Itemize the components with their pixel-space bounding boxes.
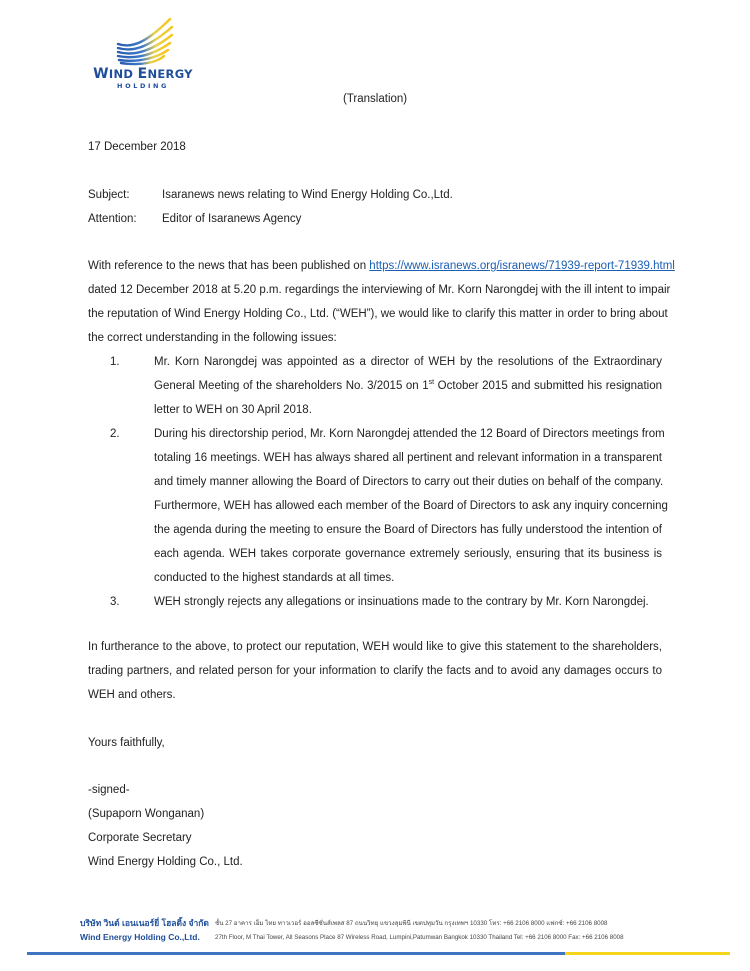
footer-divider bbox=[27, 952, 730, 955]
logo-text-ind: IND bbox=[108, 67, 138, 81]
item-1-line-2 bbox=[154, 374, 662, 398]
footer-divider-blue bbox=[27, 952, 565, 955]
item-1-line-3: letter to WEH on 30 April 2018. bbox=[154, 404, 312, 416]
intro-paragraph bbox=[88, 254, 675, 350]
item-2-line-6: each agenda. WEH takes corporate governance extremely seriously, ensuring that its business is bbox=[154, 548, 662, 560]
footer-address-en: 27th Floor, M Thai Tower, All Seasons Place 87 Wireless Road, Lumpini,Patumwan Bangkok 10330 Thailand Tel: +66 2106 8000 Fax: +66 2106 8008 bbox=[215, 934, 624, 941]
conclusion-line-3: WEH and others. bbox=[88, 689, 176, 701]
news-article-link[interactable]: https://www.isranews.org/isranews/71939-report-71939.html bbox=[369, 260, 675, 272]
item-number-1: 1. bbox=[110, 356, 120, 368]
intro-line-1 bbox=[88, 254, 675, 278]
attention-value: Editor of Isaranews Agency bbox=[162, 213, 302, 225]
item-body-1 bbox=[154, 350, 662, 422]
item-2-line-4: Furthermore, WEH has allowed each member of the Board of Directors to ask any inquiry concerning bbox=[154, 500, 668, 512]
signatory-company: Wind Energy Holding Co., Ltd. bbox=[88, 856, 243, 868]
footer-divider-yellow bbox=[565, 952, 730, 955]
item-2-line-1: During his directorship period, Mr. Korn Narongdej attended the 12 Board of Directors meetings from bbox=[154, 428, 665, 440]
intro-line-2: dated 12 December 2018 at 5.20 p.m. regardings the interviewing of Mr. Korn Narongdej with the ill intent to impair bbox=[88, 284, 671, 296]
attention-label: Attention: bbox=[88, 213, 137, 225]
footer-address-thai: ชั้น 27 อาคาร เอ็ม ไทย ทาวเวอร์ ออลซีซั่นส์เพลส 87 ถนนวิทยุ แขวงลุมพินี เขตปทุมวัน กรุงเทพฯ 10330 โทร: +66 2106 8000 แฟกซ์: +66 2106 8008 bbox=[215, 920, 608, 927]
ordinal-suffix: st bbox=[428, 379, 435, 386]
item-1-line-1: Mr. Korn Narongdej was appointed as a director of WEH by the resolutions of the Extraordinary bbox=[154, 356, 662, 368]
signed-note: -signed- bbox=[88, 784, 130, 796]
logo-letter-w: W bbox=[93, 66, 109, 82]
conclusion-line-1: In furtherance to the above, to protect our reputation, WEH would like to give this statement to the shareholders, bbox=[88, 641, 662, 653]
item-2-line-2: totaling 16 meetings. WEH has always shared all pertinent and relevant information in a transparent bbox=[154, 452, 662, 464]
signatory-title: Corporate Secretary bbox=[88, 832, 192, 844]
item-number-2: 2. bbox=[110, 428, 120, 440]
logo-company-name bbox=[88, 66, 198, 82]
item-number-3: 3. bbox=[110, 596, 120, 608]
subject-value: Isaranews news relating to Wind Energy Holding Co.,Ltd. bbox=[162, 189, 453, 201]
logo-letter-e: E bbox=[137, 66, 148, 82]
footer-address bbox=[215, 917, 624, 945]
item-3-line-1: WEH strongly rejects any allegations or insinuations made to the contrary by Mr. Korn Narongdej. bbox=[154, 596, 649, 608]
logo-subtitle: HOLDING bbox=[117, 82, 169, 90]
subject-label: Subject: bbox=[88, 189, 130, 201]
item-body-2 bbox=[154, 422, 668, 590]
logo-text-nergy: NERGY bbox=[147, 67, 193, 81]
item-2-line-3: and timely manner allowing the Board of Directors to carry out their duties on behalf of the company. bbox=[154, 476, 664, 488]
closing-salutation: Yours faithfully, bbox=[88, 737, 165, 749]
footer-company-thai: บริษัท วินด์ เอนเนอร์ยี่ โฮลดิ้ง จำกัด bbox=[80, 918, 209, 928]
item-1-line-2-text: General Meeting of the shareholders No. 3/2015 on 1 bbox=[154, 380, 429, 392]
item-body-3 bbox=[154, 590, 662, 614]
conclusion-line-2: trading partners, and related person for your information to clarify the facts and to avoid any damages occurs to bbox=[88, 665, 662, 677]
intro-line-3: the reputation of Wind Energy Holding Co., Ltd. (“WEH”), we would like to clarify this matter in order to bring about bbox=[88, 308, 668, 320]
item-2-line-5: the agenda during the meeting to ensure the Board of Directors has fully understood the intention of bbox=[154, 524, 662, 536]
footer-company bbox=[80, 916, 209, 944]
company-logo bbox=[88, 16, 198, 92]
intro-line-4: the correct understanding in the following issues: bbox=[88, 332, 337, 344]
translation-note: (Translation) bbox=[343, 93, 408, 105]
wind-wing-logo-icon bbox=[88, 16, 198, 66]
signatory-name: (Supaporn Wonganan) bbox=[88, 808, 205, 820]
item-2-line-7: conducted to the highest standards at all times. bbox=[154, 572, 395, 584]
footer-company-en: Wind Energy Holding Co.,Ltd. bbox=[80, 932, 200, 942]
letter-date: 17 December 2018 bbox=[88, 141, 186, 153]
item-1-line-2-suffix: October 2015 and submitted his resignation bbox=[434, 380, 662, 392]
conclusion-paragraph bbox=[88, 635, 662, 707]
intro-text: With reference to the news that has been published on bbox=[88, 260, 370, 272]
